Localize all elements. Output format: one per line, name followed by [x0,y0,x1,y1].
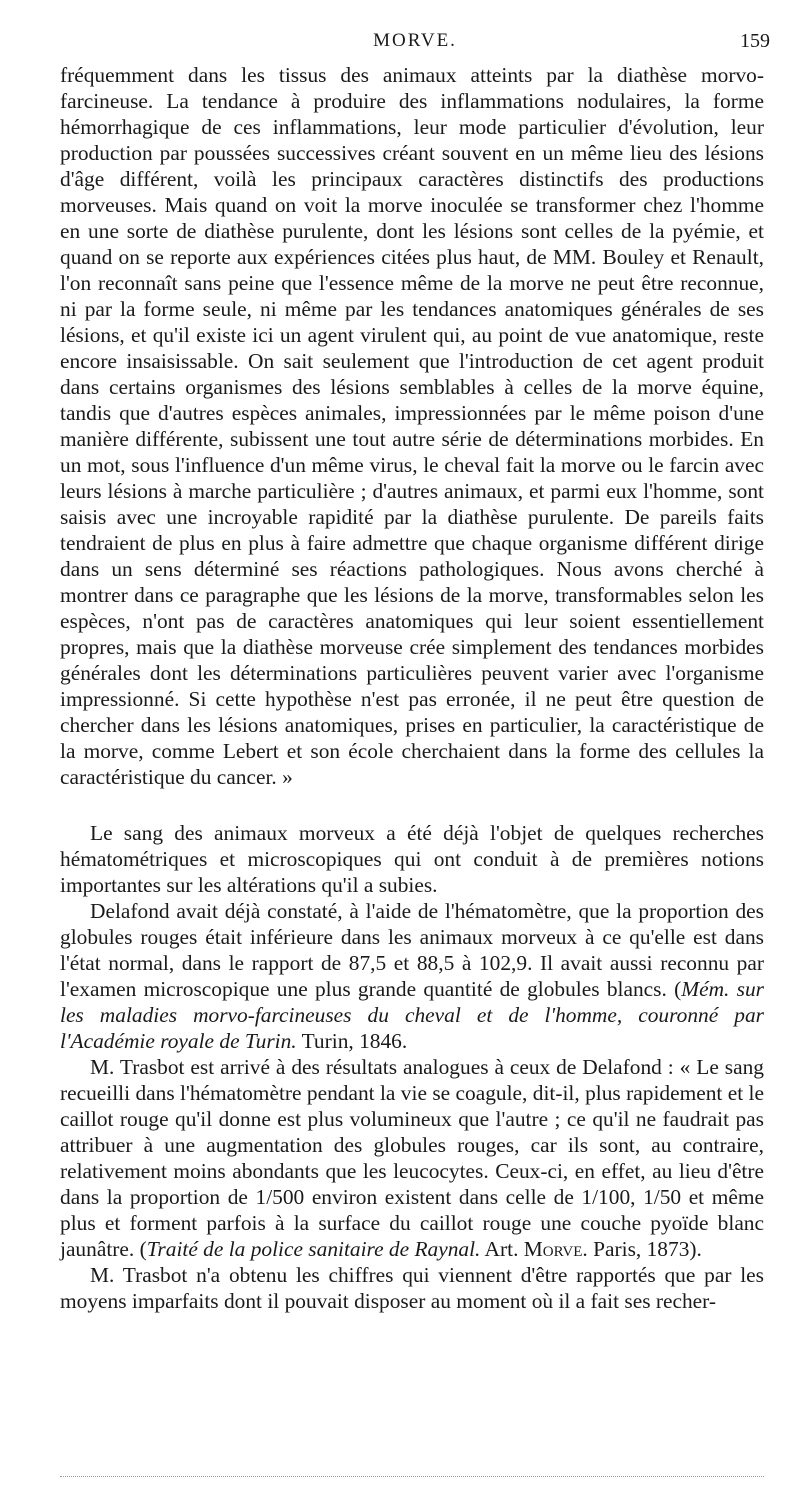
trasbot-citation-place: Paris, 1873). [587,1237,702,1261]
delafond-text: Delafond avait déjà constaté, à l'aide de l'hématomètre, que la proportion des globules rouges était inférieure dans les animaux morveux à ce qu'elle est dans l'état normal, dans le rapport de 87,5 et 88,5 à 102,9. Il avait aussi reconnu par l'examen microscopique une plus grande quantité de globules blancs. ( [60,899,764,1001]
footer-rule [60,1476,764,1477]
paragraph-trasbot-methods: M. Trasbot n'a obtenu les chiffres qui viennent d'être rapportés que par les moyens imparfaits dont il pouvait disposer au moment où il a fait ses recher- [60,1263,764,1313]
trasbot-citation: Traité de la police sanitaire de Raynal. [146,1237,481,1261]
paragraph-trasbot-results [60,1054,764,1262]
body-text [60,62,764,1314]
trasbot-citation-entry: Morve. [523,1237,588,1261]
page-header [60,30,770,60]
delafond-citation-place: Turin, 1846. [296,1029,408,1053]
trasbot-citation-art: Art. [480,1237,524,1261]
paragraph-delafond [60,898,764,1054]
paragraph-blood-research: Le sang des animaux morveux a été déjà l'objet de quelques recherches hématométriques et microscopiques qui ont conduit à de premières notions importantes sur les altérations qu'il a subies. [60,821,764,897]
trasbot-text: M. Trasbot est arrivé à des résultats analogues à ceux de Delafond : « Le sang recueilli dans l'hématomètre pendant la vie se coagule, dit-il, plus rapidement et le caillot rouge qu'il donne est plus volumineux que l'autre ; ce qu'il ne faudrait pas attribuer à une augmentation des globules rouges, car ils sont, au contraire, relativement moins abondants que les leucocytes. Ceux-ci, en effet, au lieu d'être dans la proportion de 1/500 environ existent dans celle de 1/100, 1/50 et même plus et forment parfois à la surface du caillot rouge une couche pyoïde blanc jaunâtre. ( [60,1055,764,1261]
delafond-citation: Mém. sur les maladies morvo-farcineuses du cheval et de l'homme, couronné par l'Académie royale de Turin. [60,977,764,1053]
paragraph-continued-quote: fréquemment dans les tissus des animaux atteints par la diathèse morvo-farcineuse. La tendance à produire des inflammations nodulaires, la forme hémorrhagique de ces inflammations, leur mode particulier d'évolution, leur production par poussées successives créant souvent en un même lieu des lésions d'âge différent, voilà les principaux caractères distinctifs des productions morveuses. Mais quand on voit la morve inoculée se transformer chez l'homme en une sorte de diathèse purulente, dont les lésions sont celles de la pyémie, et quand on se reporte aux expériences citées plus haut, de MM. Bouley et Renault, l'on reconnaît sans peine que l'essence même de la morve ne peut être reconnue, ni par la forme seule, ni même par les tendances anatomiques générales de ses lésions, et qu'il existe ici un agent virulent qui, au point de vue anatomique, reste encore insaisissable. On sait seulement que l'introduction de cet agent produit dans certains organismes des lésions semblables à celles de la morve équine, tandis que d'autres espèces animales, impressionnées par le même poison d'une manière différente, subissent une tout autre série de déterminations morbides. En un mot, sous l'influence d'un même virus, le cheval fait la morve ou le farcin avec leurs lésions à marche particulière ; d'autres animaux, et parmi eux l'homme, sont saisis avec une incroyable rapidité par la diathèse purulente. De pareils faits tendraient de plus en plus à faire admettre que chaque organisme différent dirige dans un sens déterminé ses réactions pathologiques. Nous avons cherché à montrer dans ce paragraphe que les lésions de la morve, transformables selon les espèces, n'ont pas de caractères anatomiques qui leur soient essentiellement propres, mais que la diathèse morveuse crée simplement des tendances morbides générales dont les déterminations particulières peuvent varier avec l'organisme impressionné. Si cette hypothèse n'est pas erronée, il ne peut être question de chercher dans les lésions anatomiques, prises en particulier, la caractéristique de la morve, comme Lebert et son école cherchaient dans la forme des cellules la caractéristique du cancer. » [60,63,764,789]
page-number: 159 [740,30,770,52]
running-title: MORVE. [373,30,457,51]
